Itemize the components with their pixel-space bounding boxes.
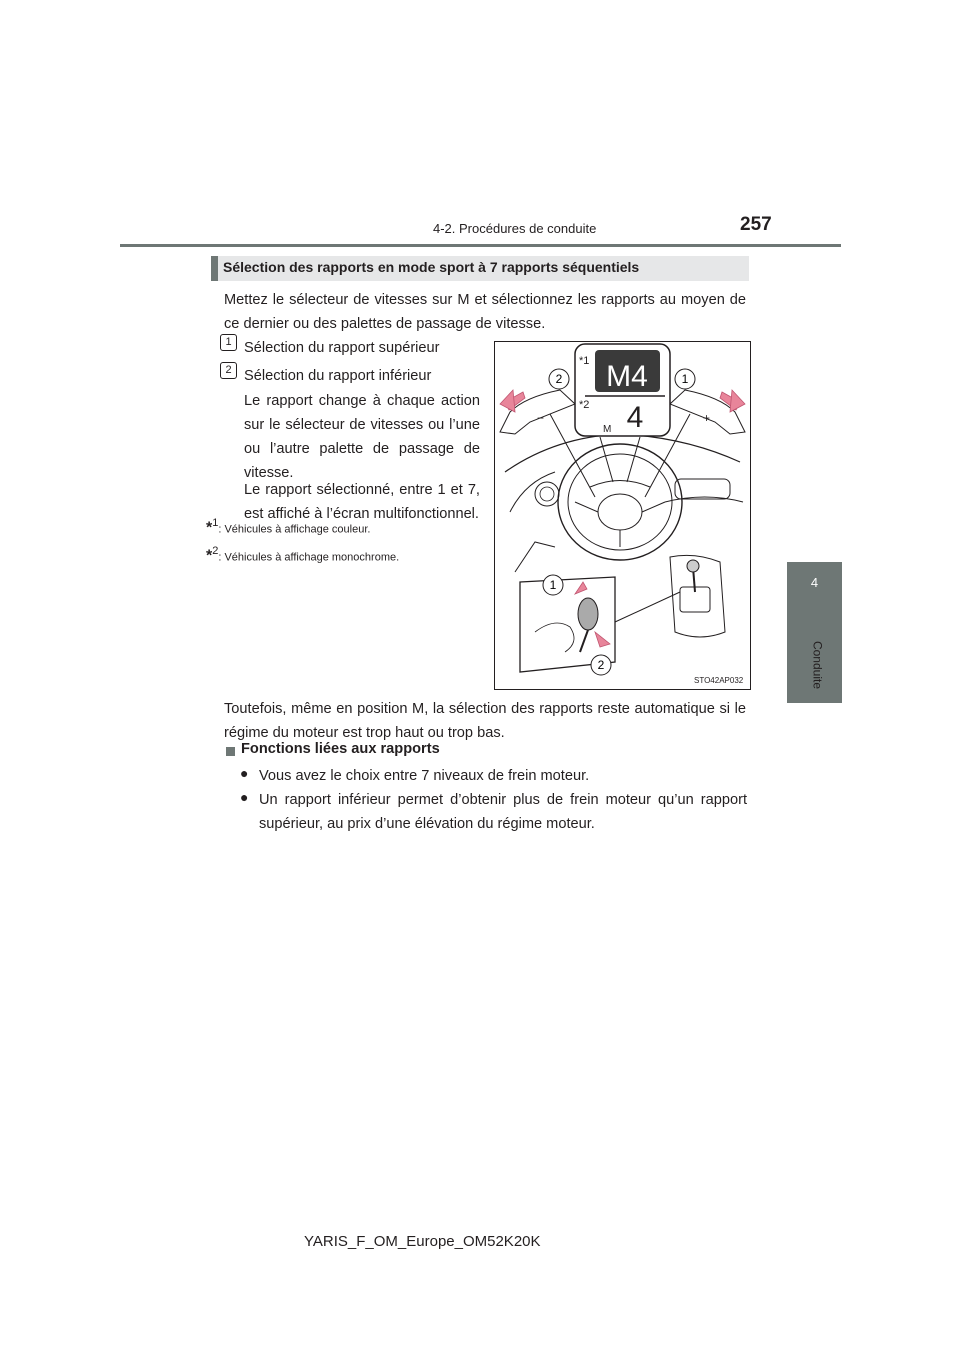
document-footer: YARIS_F_OM_Europe_OM52K20K (304, 1233, 541, 1250)
callout-2-top: 2 (555, 372, 563, 386)
item-text-1: Sélection du rapport supérieur (244, 340, 440, 356)
footnote-1-sup: 1 (212, 517, 219, 529)
bullet-text-2: Un rapport inférieur permet d’obtenir plus de frein moteur qu’un rapport supérieur, au prix d’une élévation du régime moteur. (259, 792, 747, 832)
plus-paddle-label: + (703, 411, 711, 425)
automatic-note: Toutefois, même en position M, la sélection des rapports reste automatique si le régime du moteur est trop haut ou trop bas. (224, 701, 746, 741)
intro-paragraph: Mettez le sélecteur de vitesses sur M et sélectionnez les rapports au moyen de ce dernier ou des palettes de passage de vitesse. (224, 292, 746, 332)
callout-2-bottom: 2 (597, 658, 605, 672)
callout-1-top: 1 (681, 372, 689, 386)
subsection-title: Fonctions liées aux rapports (241, 741, 440, 757)
explanation-shift: Le rapport change à chaque action sur le sélecteur de vitesses ou l’une ou l’autre palette de passage de vitesse. (244, 393, 480, 481)
footnote-2-star: * (206, 547, 213, 565)
section-title: Sélection des rapports en mode sport à 7 rapports séquentiels (223, 259, 640, 275)
page-number: 257 (740, 214, 772, 235)
subsection-marker (226, 747, 235, 756)
footnote-2-sup: 2 (212, 545, 219, 557)
footnote-2 (206, 545, 399, 565)
figure-star2: *2 (579, 399, 590, 411)
bullet-text-1: Vous avez le choix entre 7 niveaux de frein moteur. (259, 768, 590, 784)
item-number-2: 2 (220, 362, 237, 379)
footnote-2-text: : Véhicules à affichage monochrome. (218, 551, 400, 564)
header-rule (120, 244, 841, 247)
footnote-1-star: * (206, 519, 213, 537)
item-text-2: Sélection du rapport inférieur (244, 368, 432, 384)
footnote-1 (206, 517, 370, 537)
figure-star1: *1 (579, 355, 590, 367)
color-display-gear: M4 (606, 360, 648, 393)
chapter-label: Conduite (810, 640, 825, 690)
section-header: 4-2. Procédures de conduite (433, 221, 597, 236)
item-number-1: 1 (220, 334, 237, 351)
bullet-dot-1: ● (240, 765, 249, 781)
figure-code: STO42AP032 (694, 676, 744, 685)
section-title-marker (211, 256, 218, 281)
shift-figure (494, 341, 751, 690)
callout-1-bottom: 1 (549, 578, 557, 592)
chapter-number: 4 (810, 575, 819, 590)
bullet-dot-2: ● (240, 789, 249, 805)
minus-paddle-label: − (537, 411, 545, 425)
mono-display-gear: 4 (626, 401, 644, 434)
footnote-1-text: : Véhicules à affichage couleur. (218, 523, 371, 536)
mono-display-mode: M (603, 424, 612, 435)
explanation-display: Le rapport sélectionné, entre 1 et 7, est affiché à l’écran multifonctionnel. (244, 482, 480, 522)
shift-illustration (495, 342, 750, 689)
